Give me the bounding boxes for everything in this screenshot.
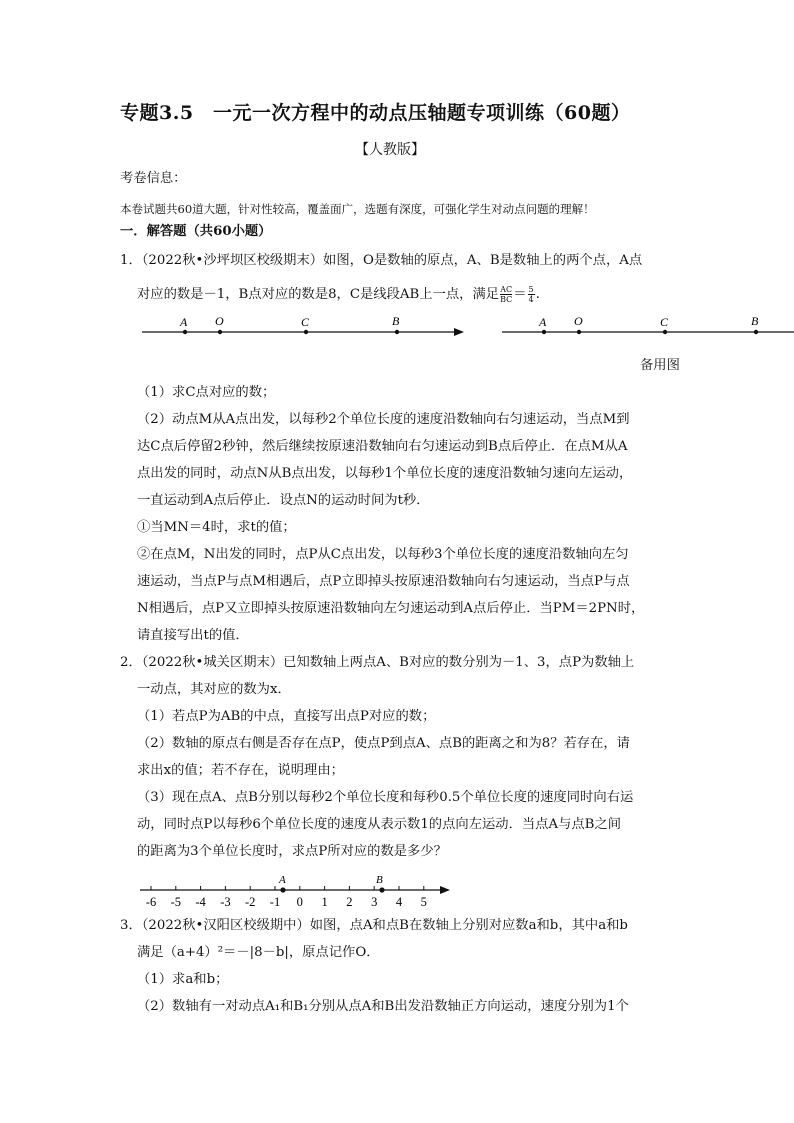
q1-part-2-line-5: ①当MN＝4时，求t的值； bbox=[137, 520, 296, 535]
label-b: B bbox=[392, 314, 400, 328]
q1-part-2-line-7: 速运动，当点P与点M相遇后，点P立即掉头按原速沿数轴向右匀速运动，当点P与点 bbox=[137, 574, 630, 589]
q2-tick-label: -1 bbox=[269, 895, 281, 909]
q1-part-2-line-9: 请直接写出t的值． bbox=[137, 628, 249, 643]
q3-part-2: （2）数轴有一对动点A₁和B₁分别从点A和B出发沿数轴正方向运动，速度分别为1个 bbox=[137, 999, 629, 1014]
q2-number-line-figure bbox=[138, 868, 456, 910]
q2-label-b: B bbox=[376, 874, 383, 886]
q1-part-2-line-3: 点出发的同时，动点N从B点出发，以每秒1个单位长度的速度沿数轴匀速向左运动， bbox=[137, 466, 633, 481]
q2-line-2: 一动点，其对应的数为x． bbox=[137, 682, 291, 697]
page-title: 专题3.5 一元一次方程中的动点压轴题专项训练（60题） bbox=[120, 102, 631, 124]
spare-point-a bbox=[542, 330, 546, 334]
q3-part-1: （1）求a和b； bbox=[137, 972, 229, 987]
spare-label-c: C bbox=[660, 315, 669, 329]
q2-tick-label: -4 bbox=[195, 895, 206, 909]
q2-tick-label: -3 bbox=[220, 895, 231, 909]
fraction-numerator: AC bbox=[500, 285, 513, 294]
q2-tick-label: -5 bbox=[170, 895, 182, 909]
spare-point-c bbox=[663, 330, 667, 334]
q2-tick-label: 4 bbox=[395, 895, 403, 909]
q1-part-2-line-8: N相遇后，点P又立即掉头按原速沿数轴向左匀速运动到A点后停止．当PM＝2PN时， bbox=[137, 601, 645, 616]
q1-spare-number-line bbox=[500, 310, 794, 345]
q3-line-1: 3．（2022秋•汉阳区校级期中）如图，点A和点B在数轴上分别对应数a和b，其中a和b bbox=[120, 918, 628, 933]
label-c: C bbox=[301, 315, 310, 329]
q2-part-1: （1）若点P为AB的中点，直接写出点P对应的数； bbox=[137, 709, 436, 724]
q1-part-2-line-6: ②在点M，N出发的同时，点P从C点出发，以每秒3个单位长度的速度沿数轴向左匀 bbox=[137, 547, 629, 562]
q2-part-3-line-3: 的距离为3个单位长度时，求点P所对应的数是多少？ bbox=[137, 844, 447, 859]
q2-line-1: 2．（2022秋•城关区期末）已知数轴上两点A、B对应的数分别为－1、3，点P为数轴上 bbox=[120, 655, 635, 670]
q2-part-3-line-1: （3）现在点A、点B分别以每秒2个单位长度和每秒0.5个单位长度的速度同时向右运 bbox=[137, 790, 634, 805]
q1-line-2 bbox=[137, 285, 540, 304]
q1-number-line-figure bbox=[138, 310, 468, 345]
q1-fraction bbox=[500, 285, 512, 304]
q3-line-2: 满足（a+4）²＝－|8－b|，原点记作O． bbox=[137, 945, 380, 960]
q2-tick-label: 5 bbox=[420, 895, 427, 909]
q1-part-1: （1）求C点对应的数； bbox=[137, 385, 276, 400]
q1-part-2-line-2: 达C点后停留2秒钟，然后继续按原速沿数轴向右匀速运动到B点后停止．在点M从A bbox=[137, 439, 628, 454]
fraction2-denominator: 4 bbox=[528, 295, 534, 304]
q2-tick-label: 0 bbox=[296, 895, 303, 909]
q2-label-a: A bbox=[279, 874, 286, 886]
q2-tick-label: -2 bbox=[244, 895, 256, 909]
point-o bbox=[218, 330, 222, 334]
spare-label-a: A bbox=[539, 315, 547, 329]
q1-part-2-line-4: 一直运动到A点后停止．设点N的运动时间为t秒． bbox=[137, 493, 430, 508]
q1-line-2-text: 对应的数是－1，B点对应的数是8，C是线段AB上一点，满足 bbox=[137, 287, 500, 302]
q1-fraction-2 bbox=[528, 285, 535, 304]
q1-line-1: 1．（2022秋•沙坪坝区校级期末）如图，O是数轴的原点，A、B是数轴上的两个点，A点 bbox=[120, 253, 643, 268]
q2-tick-label: -6 bbox=[145, 895, 157, 909]
point-a bbox=[183, 330, 187, 334]
point-c bbox=[304, 330, 308, 334]
period: . bbox=[535, 287, 540, 302]
info-label: 考卷信息： bbox=[120, 171, 187, 186]
q2-axis-arrow-icon bbox=[440, 886, 450, 894]
label-a: A bbox=[180, 315, 188, 329]
fraction2-numerator: 5 bbox=[528, 285, 534, 294]
spare-point-o bbox=[577, 330, 581, 334]
edition-label: 【人教版】 bbox=[355, 142, 425, 158]
info-text: 本卷试题共60道大题，针对性较高，覆盖面广，选题有深度，可强化学生对动点问题的理解！ bbox=[120, 202, 595, 216]
spare-figure-caption: 备用图 bbox=[640, 358, 680, 373]
section-heading: 一．解答题（共60小题） bbox=[120, 224, 272, 239]
label-o: O bbox=[215, 314, 224, 328]
q1-part-2-line-1: （2）动点M从A点出发，以每秒2个单位长度的速度沿数轴向右匀速运动，当点M到 bbox=[137, 412, 630, 427]
q2-part-2-line-2: 求出x的值；若不存在，说明理由； bbox=[137, 763, 344, 778]
fraction-denominator: BC bbox=[500, 295, 513, 304]
q2-point-a bbox=[280, 887, 285, 892]
q2-tick-label: 2 bbox=[346, 895, 353, 909]
equals-sign: ＝ bbox=[513, 287, 527, 302]
q2-point-b bbox=[379, 887, 384, 892]
q2-part-2-line-1: （2）数轴的原点右侧是否存在点P，使点P到点A、点B的距离之和为8？若存在，请 bbox=[137, 736, 630, 751]
spare-label-b: B bbox=[751, 314, 759, 328]
axis-arrow-icon bbox=[454, 328, 464, 336]
point-b bbox=[395, 330, 399, 334]
q2-tick-label: 3 bbox=[371, 895, 378, 909]
q2-tick-label: 1 bbox=[321, 895, 328, 909]
q2-part-3-line-2: 动，同时点P以每秒6个单位长度的速度从表示数1的点向左运动．当点A与点B之间 bbox=[137, 817, 622, 832]
spare-label-o: O bbox=[574, 314, 583, 328]
spare-point-b bbox=[754, 330, 758, 334]
